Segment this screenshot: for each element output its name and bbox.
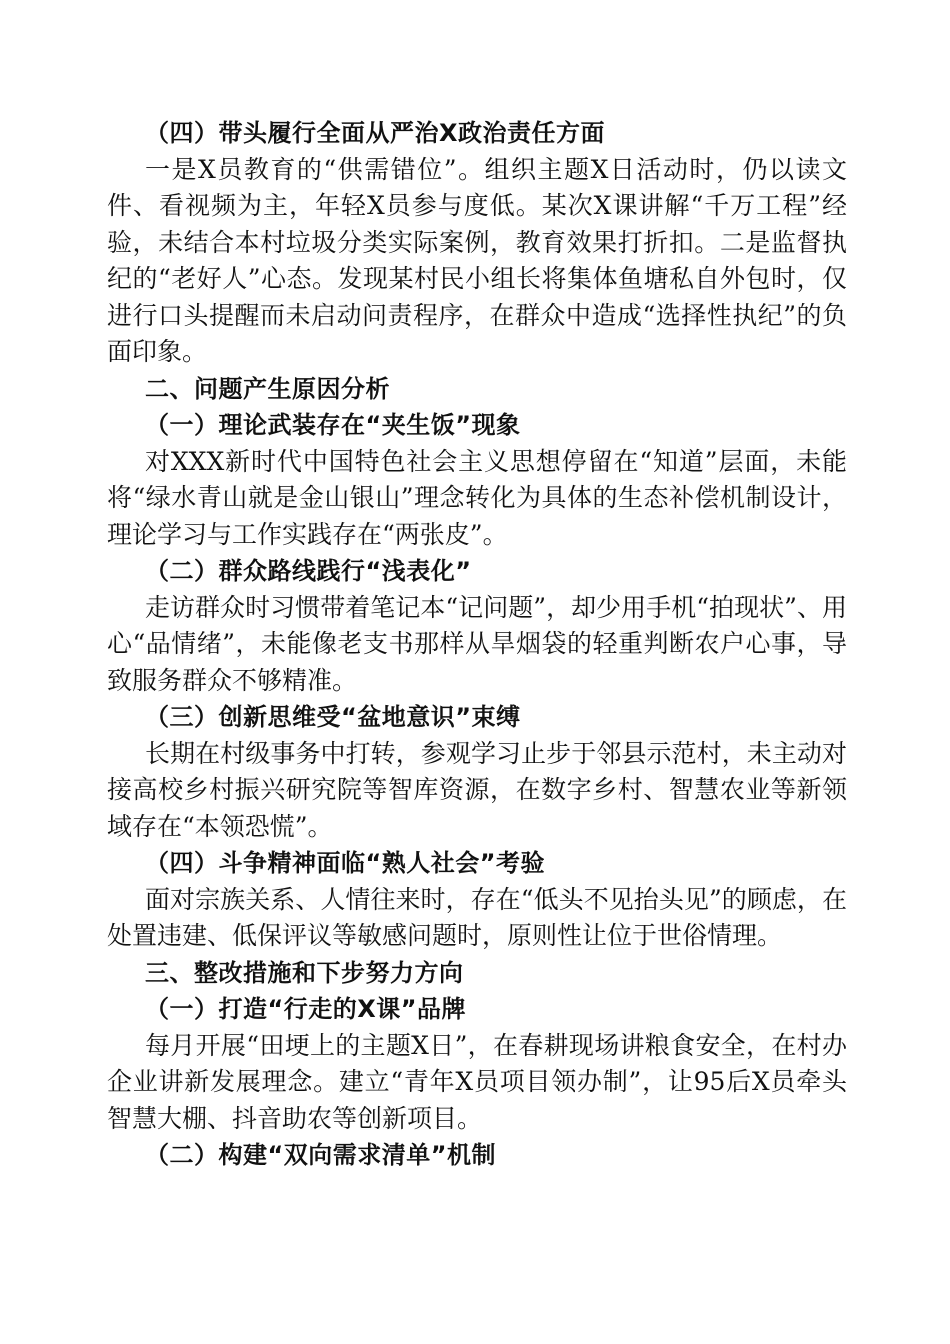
subheading-2-mass-line: （二）群众路线践行“浅表化” xyxy=(145,557,472,585)
subheading-1-walking-class: （一）打造“行走的X课”品牌 xyxy=(145,995,467,1023)
paragraph-education-supervision: 一是X员教育的“供需错位”。组织主题X日活动时，仍以读文件、看视频为主，年轻X员参与度低。某次X课讲解“千万工程”经验，未结合本村垃圾分类实际案例，教育效果打折扣。二是监督执纪的“老好人”心态。发现某村民小组长将集体鱼塘私自外包时，仅进行口头提醒而未启动问责程序，在群众中造成“选择性执纪”的负面印象。 xyxy=(107,154,847,366)
subheading-4-leading: （四）带头履行全面从严治X政治责任方面 xyxy=(145,119,606,147)
heading-cause-analysis: 二、问题产生原因分析 xyxy=(145,374,390,403)
paragraph-struggle: 面对宗族关系、人情往来时，存在“低头不见抬头见”的顾虑，在处置违建、低保评议等敏感问题时，原则性让位于世俗情理。 xyxy=(107,884,847,950)
subheading-2-demand-list: （二）构建“双向需求清单”机制 xyxy=(145,1141,497,1169)
document-body xyxy=(107,115,847,1174)
subheading-3-innovation: （三）创新思维受“盆地意识”束缚 xyxy=(145,703,521,731)
paragraph-mass-line: 走访群众时习惯带着笔记本“记问题”，却少用手机“拍现状”、用心“品情绪”，未能像老支书那样从旱烟袋的轻重判断农户心事，导致服务群众不够精准。 xyxy=(107,592,847,695)
heading-rectification: 三、整改措施和下步努力方向 xyxy=(145,958,464,987)
subheading-1-theory: （一）理论武装存在“夹生饭”现象 xyxy=(145,411,521,439)
paragraph-innovation: 长期在村级事务中打转，参观学习止步于邻县示范村，未主动对接高校乡村振兴研究院等智库资源，在数字乡村、智慧农业等新领域存在“本领恐慌”。 xyxy=(107,738,847,841)
paragraph-walking-class: 每月开展“田埂上的主题X日”，在春耕现场讲粮食安全，在村办企业讲新发展理念。建立“青年X员项目领办制”，让95后X员牵头智慧大棚、抖音助农等创新项目。 xyxy=(107,1030,847,1133)
paragraph-theory: 对XXX新时代中国特色社会主义思想停留在“知道”层面，未能将“绿水青山就是金山银山”理念转化为具体的生态补偿机制设计，理论学习与工作实践存在“两张皮”。 xyxy=(107,446,847,549)
subheading-4-struggle: （四）斗争精神面临“熟人社会”考验 xyxy=(145,849,546,877)
